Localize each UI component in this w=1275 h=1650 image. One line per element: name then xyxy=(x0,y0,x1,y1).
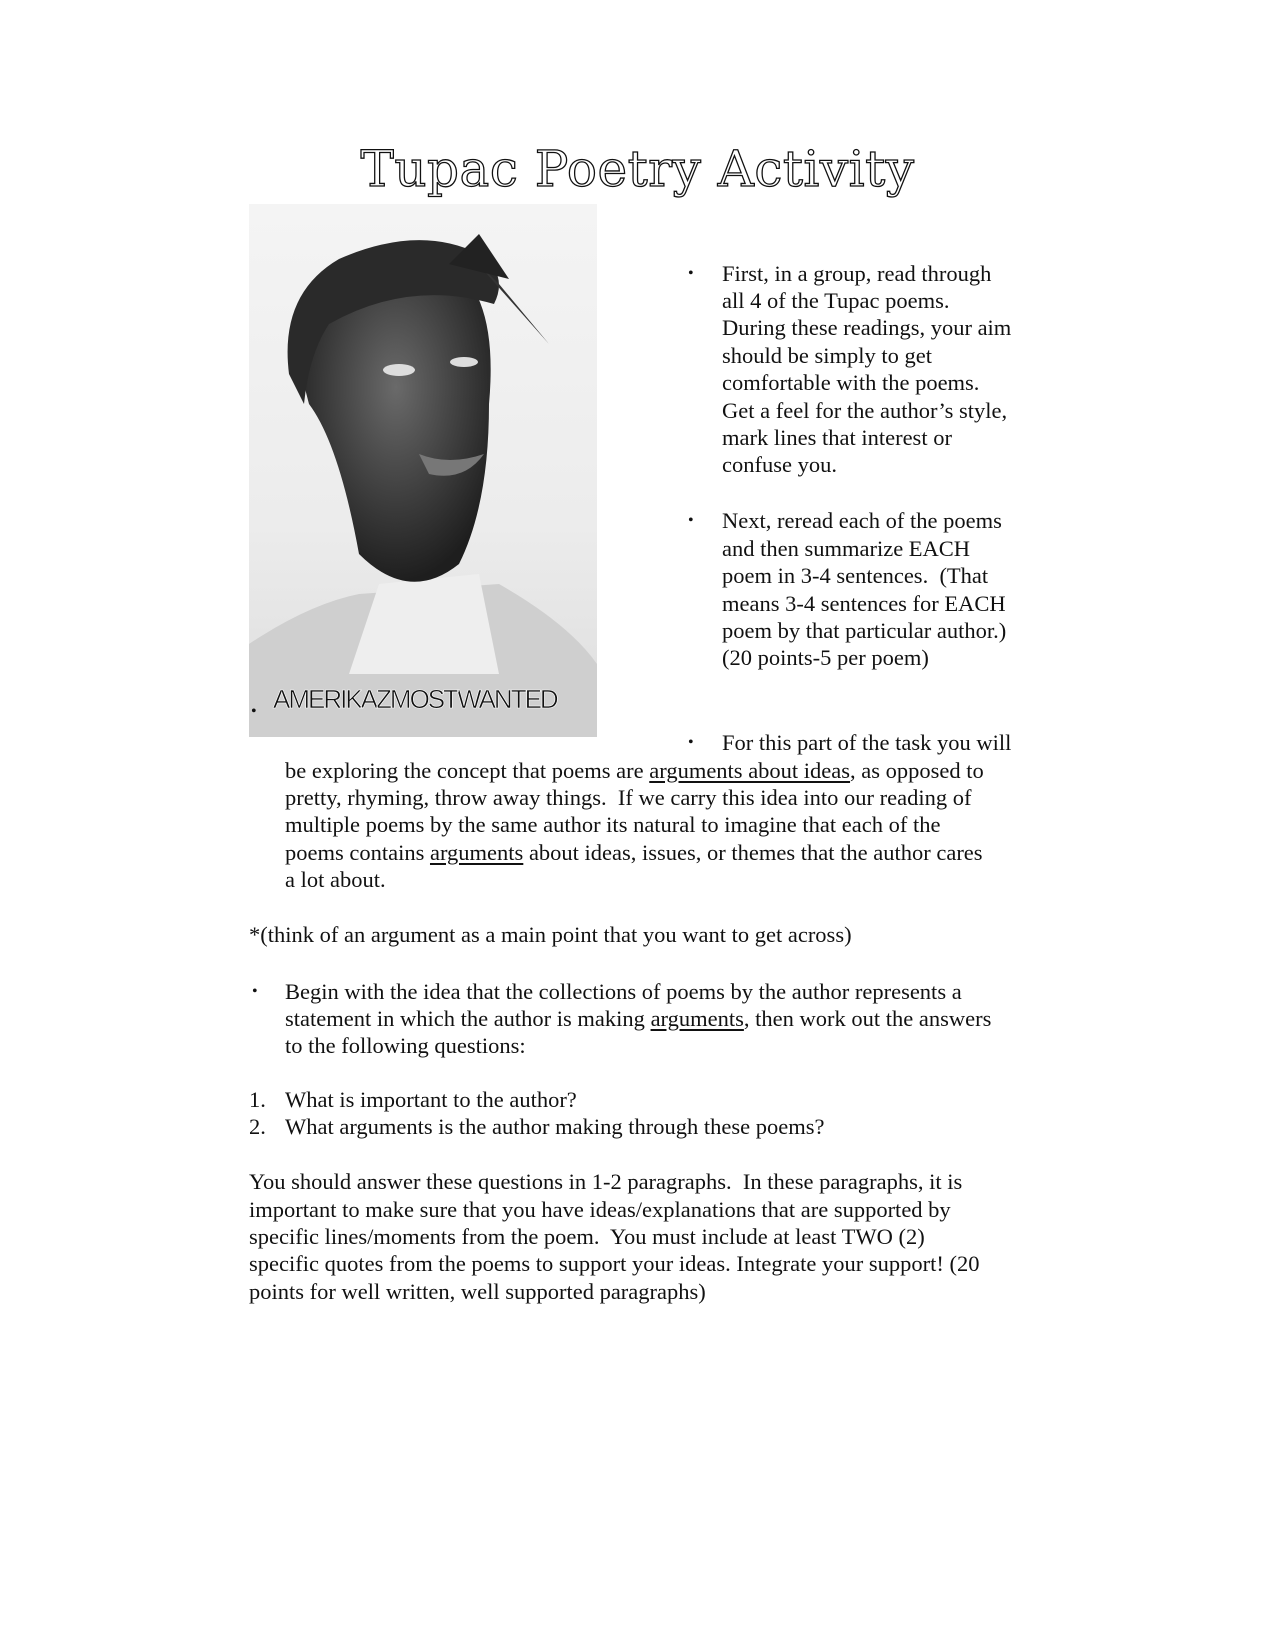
text-line: important to make sure that you have ideas/explanations that are supported by xyxy=(249,1197,951,1222)
text-line: all 4 of the Tupac poems. xyxy=(722,288,950,313)
question-text: What is important to the author? xyxy=(285,1087,577,1112)
text-line: means 3-4 sentences for EACH xyxy=(722,591,1006,616)
bullet-icon: • xyxy=(252,983,258,1000)
text-line: For this part of the task you will xyxy=(722,730,1012,755)
text-line: First, in a group, read through xyxy=(722,261,992,286)
text-line: poem in 3-4 sentences. (That xyxy=(722,563,989,588)
text-line: specific lines/moments from the poem. You must include at least TWO (2) xyxy=(249,1224,925,1249)
bullet-icon: • xyxy=(688,734,694,751)
text-line: (20 points-5 per poem) xyxy=(722,645,929,670)
text-line: During these readings, your aim xyxy=(722,315,1012,340)
text-line: multiple poems by the same author its natural to imagine that each of the xyxy=(285,812,941,837)
text-line xyxy=(285,1005,991,1032)
photo-caption: AMERIKAZMOSTWANTED xyxy=(273,684,557,714)
underlined-text: arguments xyxy=(429,840,524,865)
argument-note: *(think of an argument as a main point that you want to get across) xyxy=(249,922,852,947)
question-text: What arguments is the author making through these poems? xyxy=(285,1114,825,1139)
page-title: Tupac Poetry Activity xyxy=(360,140,915,198)
text-line: specific quotes from the poems to support your ideas. Integrate your support! (20 xyxy=(249,1251,980,1276)
bullet-icon: • xyxy=(688,265,694,282)
text-line: should be simply to get xyxy=(722,343,932,368)
text-line xyxy=(285,839,983,866)
text-line: Begin with the idea that the collections of poems by the author represents a xyxy=(285,979,962,1004)
text: poems contains xyxy=(285,840,430,865)
text-line: mark lines that interest or xyxy=(722,425,952,450)
text-line: comfortable with the poems. xyxy=(722,370,980,395)
text: statement in which the author is making xyxy=(285,1006,651,1031)
text-line: You should answer these questions in 1-2 paragraphs. In these paragraphs, it is xyxy=(249,1169,963,1194)
portrait-photo xyxy=(249,204,597,737)
text: , as opposed to xyxy=(850,758,984,783)
text-line: pretty, rhyming, throw away things. If we carry this idea into our reading of xyxy=(285,785,972,810)
text-line: poem by that particular author.) xyxy=(722,618,1007,643)
text-line: Next, reread each of the poems xyxy=(722,508,1002,533)
text-line xyxy=(285,757,984,784)
text-line: to the following questions: xyxy=(285,1033,526,1058)
text-line: points for well written, well supported paragraphs) xyxy=(249,1279,706,1304)
question-number: 1. xyxy=(249,1087,266,1112)
text-line: and then summarize EACH xyxy=(722,536,971,561)
text-line: Get a feel for the author’s style, xyxy=(722,398,1008,423)
question-number: 2. xyxy=(249,1114,266,1139)
text: , then work out the answers xyxy=(743,1006,992,1031)
text: be exploring the concept that poems are xyxy=(285,758,650,783)
text: about ideas, issues, or themes that the author cares xyxy=(523,840,983,865)
text-line: confuse you. xyxy=(722,452,837,477)
text-line: a lot about. xyxy=(285,867,386,892)
bullet-icon: • xyxy=(251,703,257,720)
underlined-text: arguments about ideas xyxy=(649,758,851,783)
portrait-illustration xyxy=(249,204,597,737)
underlined-text: arguments xyxy=(650,1006,744,1031)
bullet-icon: • xyxy=(688,512,694,529)
